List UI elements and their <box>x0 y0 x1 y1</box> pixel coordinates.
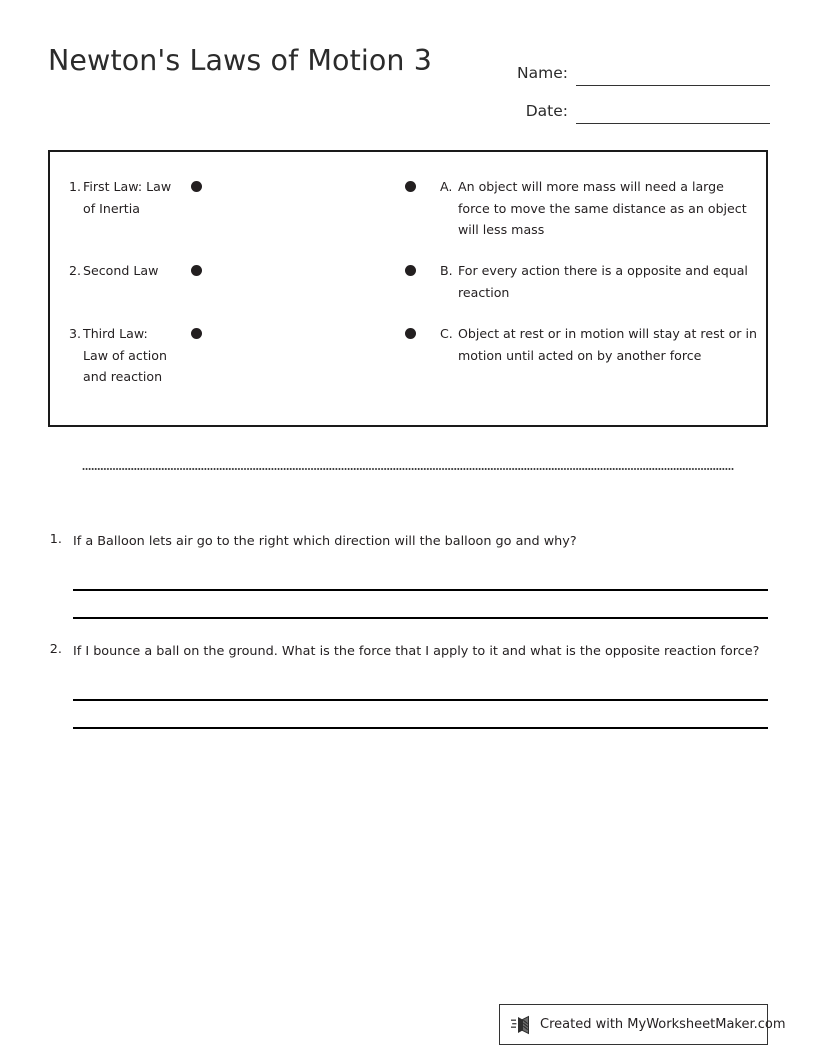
right-item-label: Object at rest or in motion will stay at rest or in motion until acted on by another force <box>458 326 757 363</box>
question-number: 2. <box>49 642 62 657</box>
question-block-1 <box>0 530 816 619</box>
right-item-letter: B. <box>440 263 453 278</box>
left-item-number: 2. <box>68 263 81 278</box>
match-dot-left-2[interactable] <box>191 265 202 276</box>
date-label: Date: <box>525 101 568 120</box>
badge-label: Created with MyWorksheetMaker.com <box>540 1017 786 1032</box>
question-block-2 <box>0 640 816 729</box>
created-with-badge[interactable] <box>499 1004 786 1045</box>
answer-lines-1 <box>0 562 816 619</box>
question-text: If I bounce a ball on the ground. What is the force that I apply to it and what is the opposite reaction force? <box>73 644 760 659</box>
section-divider <box>82 468 734 470</box>
worksheet-header <box>0 0 816 130</box>
question-number: 1. <box>49 532 62 547</box>
name-input[interactable] <box>576 60 770 86</box>
match-dot-left-3[interactable] <box>191 328 202 339</box>
right-item-letter: C. <box>440 326 453 341</box>
answer-line[interactable] <box>73 591 768 619</box>
question-text: If a Balloon lets air go to the right which direction will the balloon go and why? <box>73 534 577 549</box>
right-item-label: An object will more mass will need a large force to move the same distance as an object will less mass <box>458 179 747 237</box>
name-date-group <box>498 48 770 124</box>
left-item-label: Second Law <box>83 263 159 278</box>
name-row <box>498 48 770 86</box>
left-item-label: Third Law: Law of action and reaction <box>83 326 167 384</box>
left-item-number: 3. <box>68 326 81 341</box>
match-dot-right-c[interactable] <box>405 328 416 339</box>
right-item-label: For every action there is a opposite and equal reaction <box>458 263 748 300</box>
page-title: Newton's Laws of Motion 3 <box>48 44 432 77</box>
matching-exercise-box <box>48 150 768 427</box>
date-input[interactable] <box>576 98 770 124</box>
left-item-label: First Law: Law of Inertia <box>83 179 172 216</box>
answer-line[interactable] <box>73 701 768 729</box>
match-dot-left-1[interactable] <box>191 181 202 192</box>
left-item-number: 1. <box>68 179 81 194</box>
match-dot-right-b[interactable] <box>405 265 416 276</box>
answer-lines-2 <box>0 672 816 729</box>
match-dot-right-a[interactable] <box>405 181 416 192</box>
date-row <box>498 86 770 124</box>
name-label: Name: <box>517 63 568 82</box>
right-item-letter: A. <box>440 179 453 194</box>
worksheet-maker-logo-icon <box>511 1014 531 1036</box>
answer-line[interactable] <box>73 562 768 591</box>
answer-line[interactable] <box>73 672 768 701</box>
